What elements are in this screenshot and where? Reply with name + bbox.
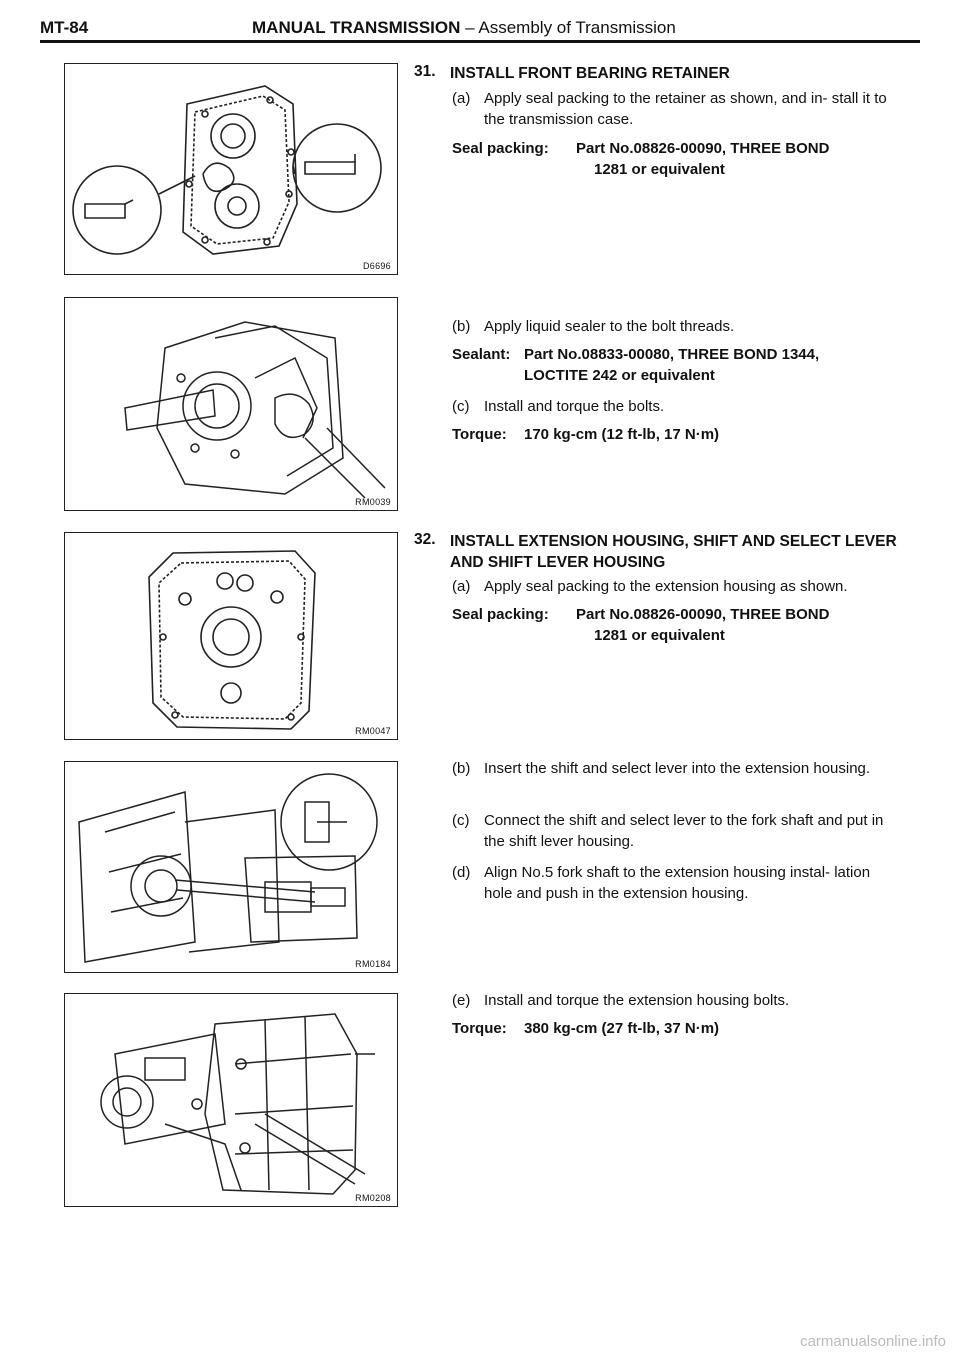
header-title [252,18,676,38]
section-title: MANUAL TRANSMISSION [252,18,461,37]
step-32a [452,576,900,597]
step-number: 32. [414,531,436,548]
step-31a [452,88,900,130]
page-header [40,18,920,40]
seal-packing-spec-32 [452,604,912,646]
sub-label: (b) [452,318,471,335]
sub-label: (d) [452,864,471,881]
step-31c [452,396,900,417]
figure-4-illustration [65,762,397,972]
spec-line-1: Part No.08833-00080, THREE BOND 1344, [524,346,820,363]
spec-label: Seal packing: [452,140,549,157]
spec-line-1: Part No.08826-00090, THREE BOND [576,140,830,157]
header-subtitle: Assembly of Transmission [478,18,676,37]
sub-label: (a) [452,90,471,107]
sub-text: Install and torque the bolts. [484,398,665,415]
figure-extension-bolts [64,993,398,1207]
spec-value: 170 kg-cm (12 ft-lb, 17 N·m) [524,426,720,443]
torque-spec-31 [452,424,912,445]
header-separator: – [460,18,479,37]
spec-label: Torque: [452,1020,507,1037]
seal-packing-spec-31 [452,138,912,180]
spec-line-2: 1281 or equivalent [594,627,725,644]
step-title: INSTALL FRONT BEARING RETAINER [450,65,730,82]
step-31b [452,316,900,337]
sub-label: (c) [452,812,470,829]
figure-code: D6696 [362,261,391,271]
spec-label: Sealant: [452,346,511,363]
spec-value [524,344,912,386]
figure-code: RM0039 [355,497,391,507]
sub-text: Apply seal packing to the extension housing as shown. [484,578,848,595]
step-32-heading [414,531,930,573]
figure-1-illustration [65,64,397,274]
sub-label: (b) [452,760,471,777]
figure-3-illustration [65,533,397,739]
sub-text: Apply liquid sealer to the bolt threads. [484,318,735,335]
spec-line-2: 1281 or equivalent [594,161,725,178]
figure-bearing-retainer [64,63,398,275]
step-32c [452,810,900,852]
sub-text: Align No.5 fork shaft to the extension housing instal- lation hole and push in the extension housing. [484,864,871,902]
sub-label: (c) [452,398,470,415]
figure-shift-lever [64,761,398,973]
step-32b [452,758,900,779]
sub-text: Insert the shift and select lever into the extension housing. [484,760,871,777]
figure-code: RM0047 [355,726,391,736]
step-title: INSTALL EXTENSION HOUSING, SHIFT AND SELECT LEVER AND SHIFT LEVER HOUSING [450,533,897,571]
watermark: carmanualsonline.info [800,1333,946,1350]
spec-line-1: Part No.08826-00090, THREE BOND [576,606,830,623]
step-number: 31. [414,63,436,80]
figure-2-illustration [65,298,397,510]
spec-label: Torque: [452,426,507,443]
sub-label: (e) [452,992,471,1009]
header-rule [40,40,920,43]
page-code: MT-84 [40,18,89,37]
spec-line-2: LOCTITE 242 or equivalent [524,367,715,384]
torque-spec-32 [452,1018,912,1039]
figure-5-illustration [65,994,397,1206]
step-32d [452,862,900,904]
sub-text: Apply seal packing to the retainer as shown, and in- stall it to the transmission case. [484,90,887,128]
figure-bolt-torque [64,297,398,511]
figure-code: RM0208 [355,1193,391,1203]
figure-code: RM0184 [355,959,391,969]
step-31-heading [414,63,930,84]
figure-extension-housing-seal [64,532,398,740]
spec-label: Seal packing: [452,606,549,623]
step-32e [452,990,900,1011]
spec-value [576,604,912,646]
sub-text: Install and torque the extension housing bolts. [484,992,790,1009]
spec-value [576,138,912,180]
spec-value: 380 kg-cm (27 ft-lb, 37 N·m) [524,1020,720,1037]
sealant-spec [452,344,912,386]
sub-text: Connect the shift and select lever to the fork shaft and put in the shift lever housing. [484,812,884,850]
sub-label: (a) [452,578,471,595]
